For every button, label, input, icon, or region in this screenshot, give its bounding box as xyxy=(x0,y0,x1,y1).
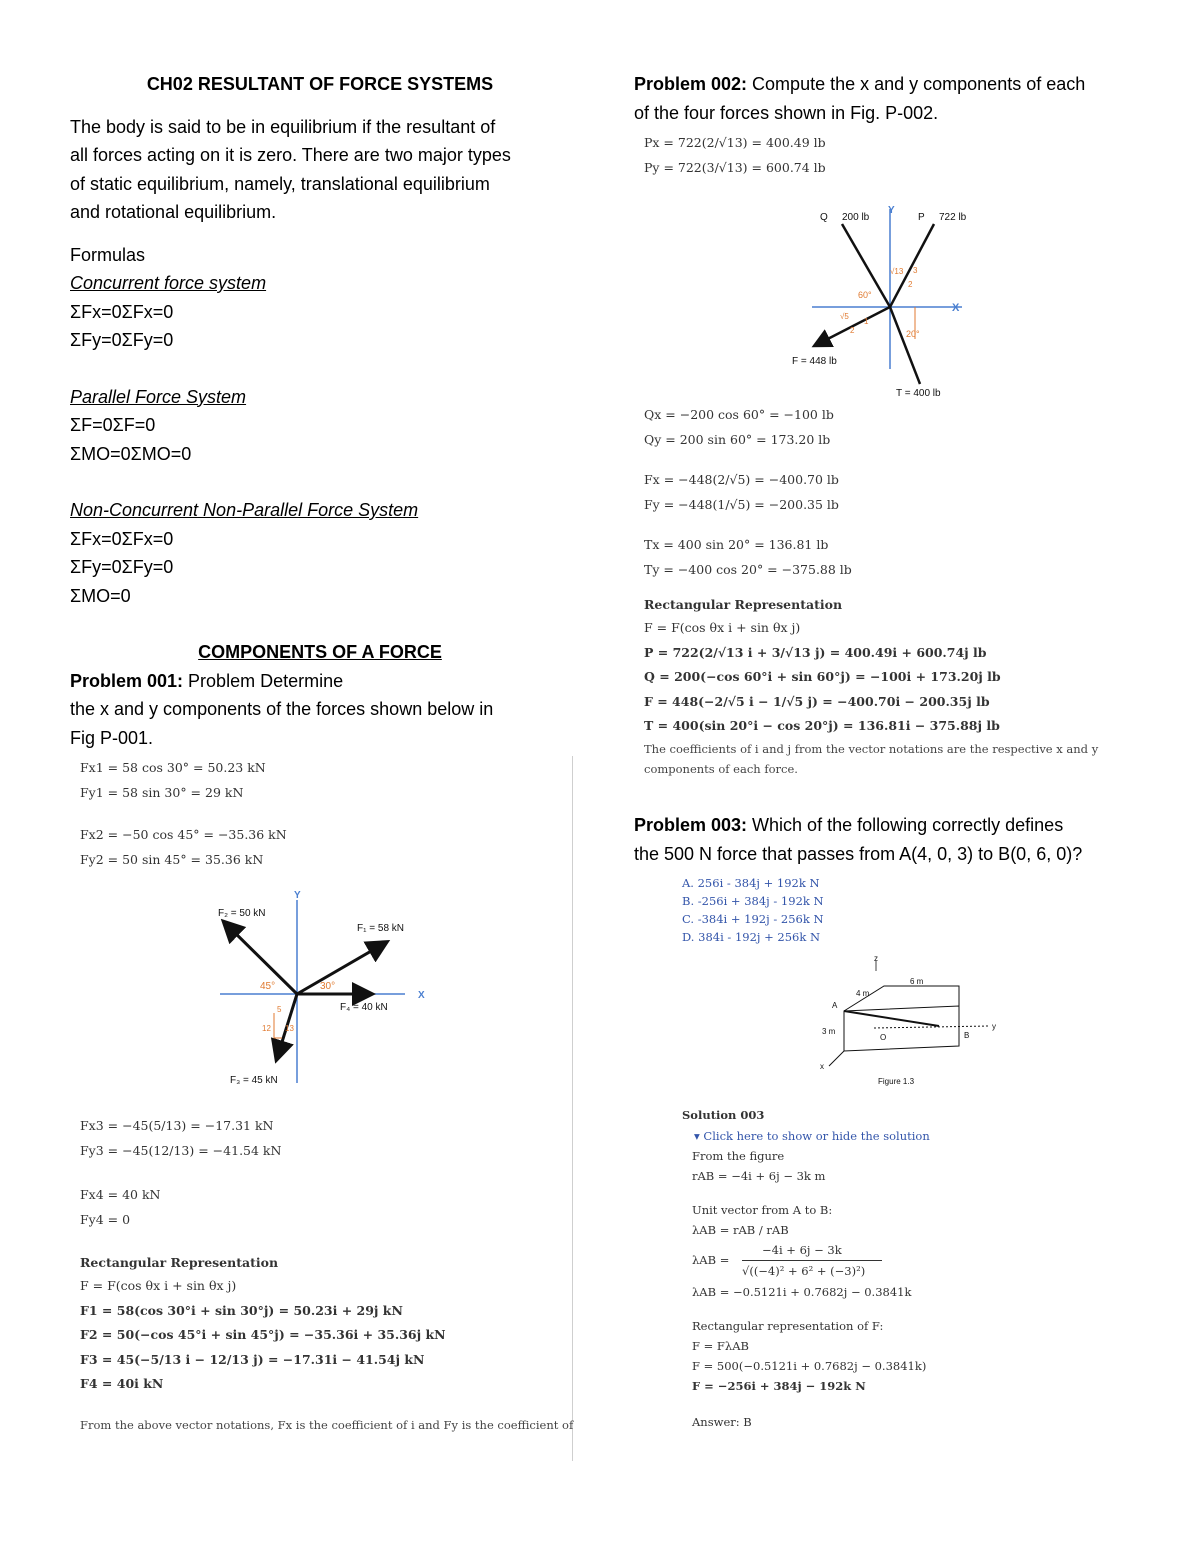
problem-002-statement xyxy=(634,70,1144,99)
intro-line: and rotational equilibrium. xyxy=(70,202,277,222)
problem-label: Problem 002: xyxy=(634,74,748,94)
f1-label: F₁ = 58 kN xyxy=(357,923,405,934)
solution-001-image xyxy=(70,756,573,1461)
y-axis-label: Y xyxy=(294,890,301,901)
intro-line: all forces acting on it is zero. There are two major types xyxy=(70,145,511,165)
formula-line: ΣFx=0ΣFx=0 xyxy=(70,528,174,549)
force-line-ab xyxy=(844,1011,939,1026)
toggle-solution-link[interactable]: ▾ Click here to show or hide the solution xyxy=(694,1129,930,1143)
dim-6m: 6 m xyxy=(910,977,924,986)
rect-equation: F = F(cos θx i + sin θx j) xyxy=(80,1278,237,1293)
choice: C. -384i + 192j - 256k N xyxy=(682,912,824,926)
equation: Qx = −200 cos 60° = −100 lb xyxy=(644,407,834,422)
solution-text: Unit vector from A to B: xyxy=(692,1203,833,1217)
x-axis-label: X xyxy=(418,990,425,1001)
p-value: 722 lb xyxy=(939,212,967,223)
equation: Px = 722(2/√13) = 400.49 lb xyxy=(644,135,826,150)
note: components of each force. xyxy=(644,761,798,776)
rect-equation: T = 400(sin 20°i − cos 20°j) = 136.81i − 375.88j lb xyxy=(644,718,1000,733)
equation: rAB = −4i + 6j − 3k m xyxy=(692,1169,826,1183)
problem-text: Fig P-001. xyxy=(70,727,154,748)
problem-text: Compute the x and y components of each xyxy=(747,74,1086,94)
equation: Fy4 = 0 xyxy=(80,1211,131,1227)
solution-002-image xyxy=(634,131,1144,811)
slope-13: 13 xyxy=(285,1024,294,1033)
fraction-denominator: √((−4)² + 6² + (−3)²) xyxy=(742,1264,866,1278)
slope-2b: 2 xyxy=(850,326,855,335)
f-label: F = 448 lb xyxy=(792,356,837,367)
figure-caption: Figure 1.3 xyxy=(878,1077,915,1086)
answer: Answer: B xyxy=(692,1415,752,1429)
f3-label: F₃ = 45 kN xyxy=(230,1075,278,1086)
equation: Fx2 = −50 cos 45° = −35.36 kN xyxy=(80,827,287,842)
y-axis-label: Y xyxy=(888,205,895,216)
nonconcurrent-heading: Non-Concurrent Non-Parallel Force System xyxy=(70,500,419,520)
problem-label: Problem 001: xyxy=(70,670,184,691)
intro-line: The body is said to be in equilibrium if the resultant of xyxy=(70,116,496,137)
problem-003-statement xyxy=(634,811,1144,840)
equation: Qy = 200 sin 60° = 173.20 lb xyxy=(644,431,831,447)
rect-equation: F3 = 45(−5/13 i − 12/13 j) = −17.31i − 41.54j kN xyxy=(80,1351,425,1367)
rect-equation: F4 = 40i kN xyxy=(80,1376,164,1391)
slope-root13: √13 xyxy=(890,267,904,276)
formula-line: ΣFx=0ΣFx=0 xyxy=(70,301,174,322)
angle-60: 60° xyxy=(858,290,872,300)
figure-p-001 xyxy=(210,888,510,1098)
choice: D. 384i - 192j + 256k N xyxy=(682,930,821,944)
rect-equation: F2 = 50(−cos 45°i + sin 45°j) = −35.36i + 35.36j kN xyxy=(80,1327,446,1342)
problem-001-statement xyxy=(70,667,570,696)
formula-line: ΣFy=0ΣFy=0 xyxy=(70,330,174,350)
equation: F = 500(−0.5121i + 0.7682j − 0.3841k) xyxy=(692,1359,927,1373)
y-axis-line xyxy=(874,1026,989,1028)
slope-1: 1 xyxy=(864,317,869,326)
slope-5: 5 xyxy=(277,1005,282,1014)
equation: Fy = −448(1/√5) = −200.35 lb xyxy=(644,496,839,512)
choice: B. -256i + 384j - 192k N xyxy=(682,894,824,908)
q-value: 200 lb xyxy=(842,212,870,223)
rect-heading: Rectangular Representation xyxy=(80,1255,279,1270)
slope-3: 3 xyxy=(913,266,918,275)
problem-text: Problem Determine xyxy=(183,670,344,691)
equation: Tx = 400 sin 20° = 136.81 lb xyxy=(644,537,829,552)
x-axis-label: X xyxy=(952,302,960,314)
equation: F = FλAB xyxy=(692,1339,749,1353)
rect-heading: Rectangular Representation xyxy=(644,597,843,612)
force-p-line xyxy=(890,224,934,307)
parallel-heading: Parallel Force System xyxy=(70,386,247,407)
rect-equation: Q = 200(−cos 60°i + sin 60°j) = −100i + 173.20j lb xyxy=(644,669,1001,684)
angle-45: 45° xyxy=(260,981,276,992)
components-heading: COMPONENTS OF A FORCE xyxy=(198,642,442,662)
right-column xyxy=(634,70,1144,1474)
equation: Fy1 = 58 sin 30° = 29 kN xyxy=(80,784,244,800)
dim-3m: 3 m xyxy=(822,1027,836,1036)
slope-triangle xyxy=(274,1013,282,1038)
slope-12: 12 xyxy=(262,1024,271,1033)
equation: Fx4 = 40 kN xyxy=(80,1187,161,1202)
equation: Fx1 = 58 cos 30° = 50.23 kN xyxy=(80,760,266,775)
dim-4m: 4 m xyxy=(856,989,870,998)
formula-line: ΣMO=0ΣMO=0 xyxy=(70,443,192,464)
formula-line: ΣF=0ΣF=0 xyxy=(70,415,156,435)
point-b: B xyxy=(964,1031,970,1040)
solution-003-image xyxy=(634,874,1144,1474)
rect-equation: F1 = 58(cos 30°i + sin 30°j) = 50.23i + 29j kN xyxy=(80,1302,403,1318)
solution-heading: Solution 003 xyxy=(682,1108,765,1122)
equation: Fy2 = 50 sin 45° = 35.36 kN xyxy=(80,851,264,867)
equation: F = −256i + 384j − 192k N xyxy=(692,1379,866,1393)
left-column xyxy=(70,70,574,1461)
slope-root5: √5 xyxy=(840,312,849,321)
page-title: CH02 RESULTANT OF FORCE SYSTEMS xyxy=(146,74,494,94)
equation: λAB = rAB / rAB xyxy=(692,1223,789,1237)
point-a: A xyxy=(832,1001,838,1010)
solution-text: From the figure xyxy=(692,1149,785,1163)
angle-30: 30° xyxy=(320,981,336,992)
problem-text: the x and y components of the forces shown below in xyxy=(70,699,494,719)
note: From the above vector notations, Fx is the coefficient of i and Fy is the coefficient of xyxy=(80,1417,574,1432)
equation: Fx = −448(2/√5) = −400.70 lb xyxy=(644,472,839,487)
equation: Fx3 = −45(5/13) = −17.31 kN xyxy=(80,1118,274,1133)
f2-label: F₂ = 50 kN xyxy=(218,908,266,919)
fraction-numerator: −4i + 6j − 3k xyxy=(762,1243,842,1257)
slope-2: 2 xyxy=(908,280,913,289)
p-label: P xyxy=(918,212,925,223)
equation: Fy3 = −45(12/13) = −41.54 kN xyxy=(80,1142,282,1158)
origin-o: O xyxy=(880,1033,887,1042)
problem-text: the 500 N force that passes from A(4, 0, 3) to B(0, 6, 0)? xyxy=(634,843,1083,864)
problem-label: Problem 003: xyxy=(634,815,748,835)
formula-line: ΣFy=0ΣFy=0 xyxy=(70,557,174,577)
angle-20: 20° xyxy=(906,329,920,339)
problem-text: Which of the following correctly defines xyxy=(747,815,1064,835)
problem-text: of the four forces shown in Fig. P-002. xyxy=(634,102,939,123)
rect-equation: P = 722(2/√13 i + 3/√13 j) = 400.49i + 600.74j lb xyxy=(644,644,987,660)
force-f1-arrow xyxy=(297,943,385,994)
equation: λAB = xyxy=(692,1253,730,1267)
figure-1-3 xyxy=(814,956,1014,1086)
rect-equation: F = 448(−2/√5 i − 1/√5 j) = −400.70i − 200.35j lb xyxy=(644,693,990,709)
formulas-label: Formulas xyxy=(70,244,146,265)
f4-label: F₄ = 40 kN xyxy=(340,1002,388,1013)
x-axis-line xyxy=(829,1051,844,1066)
t-label: T = 400 lb xyxy=(896,388,941,399)
fraction-equation xyxy=(682,1240,1144,1282)
x-axis-label: x xyxy=(820,1062,824,1071)
equation: Ty = −400 cos 20° = −375.88 lb xyxy=(644,561,852,577)
intro-line: of static equilibrium, namely, translational equilibrium xyxy=(70,173,490,194)
z-axis-label: z xyxy=(874,954,878,963)
y-axis-label: y xyxy=(992,1022,996,1031)
formula-line: ΣMO=0 xyxy=(70,585,131,606)
rect-equation: F = F(cos θx i + sin θx j) xyxy=(644,620,801,635)
note: The coefficients of i and j from the vector notations are the respective x and y xyxy=(644,741,1099,756)
q-label: Q xyxy=(820,212,828,223)
equation: Py = 722(3/√13) = 600.74 lb xyxy=(644,159,826,175)
figure-p-002 xyxy=(792,199,1002,399)
concurrent-heading: Concurrent force system xyxy=(70,273,267,293)
equation: λAB = −0.5121i + 0.7682j − 0.3841k xyxy=(692,1285,912,1299)
choice: A. 256i - 384j + 192k N xyxy=(682,876,820,890)
solution-text: Rectangular representation of F: xyxy=(692,1319,884,1333)
